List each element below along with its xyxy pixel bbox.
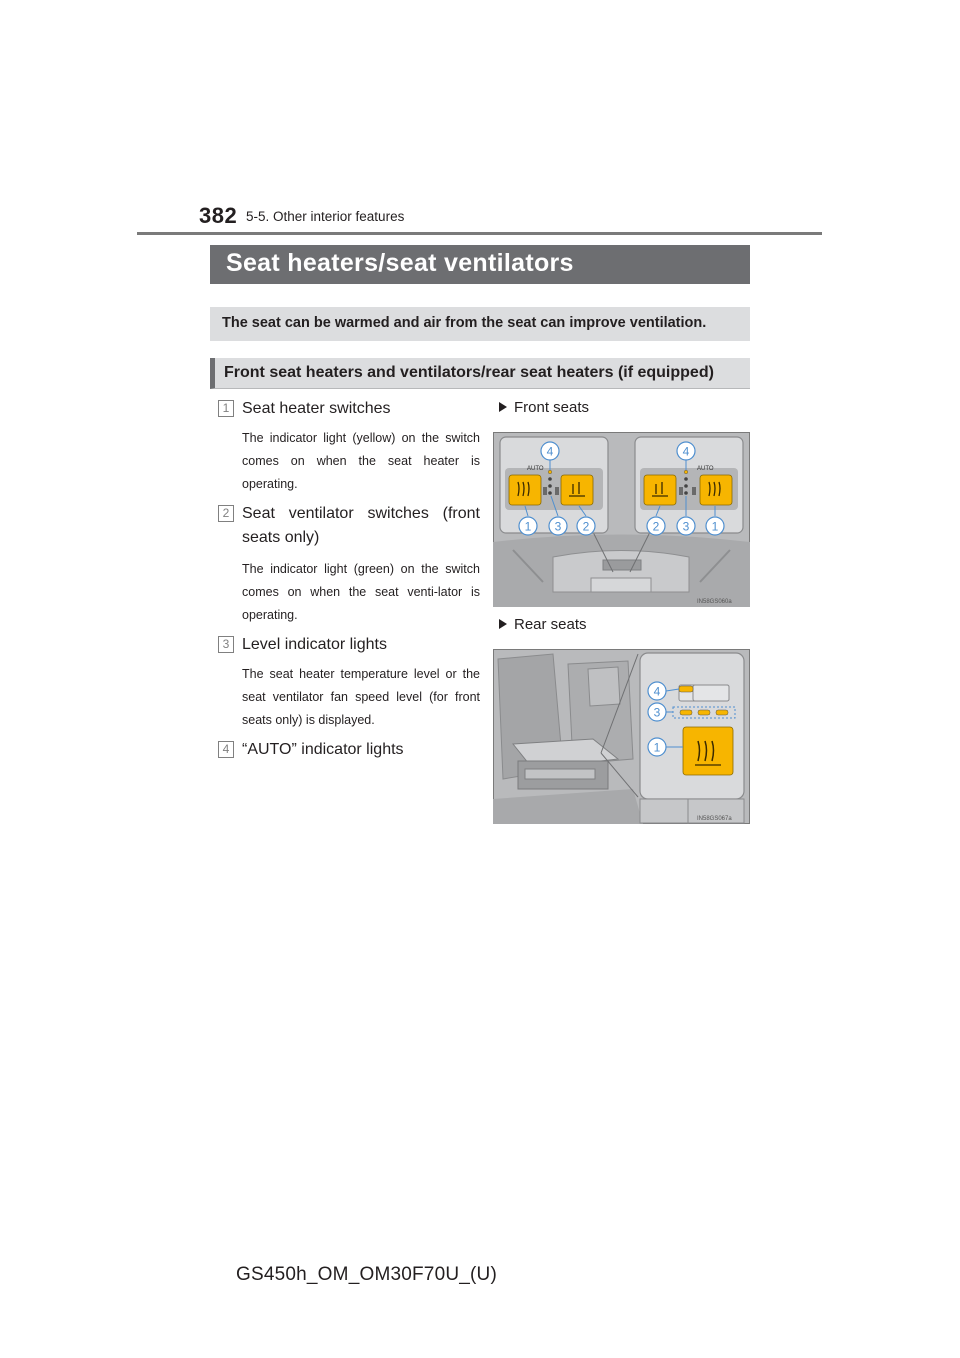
item-number-2: 2 — [218, 505, 234, 522]
front-seats-illustration — [493, 432, 750, 607]
callout-number: 2 — [582, 519, 590, 534]
callout-number: 3 — [682, 519, 690, 534]
callout-number: 4 — [682, 444, 690, 459]
rear-seats-illustration — [493, 649, 750, 824]
triangle-bullet-icon — [499, 402, 507, 412]
subheading: Front seat heaters and ventilators/rear seat heaters (if equipped) — [224, 364, 714, 381]
item-title-seat-ventilator-switches: Seat ventilator switches (front seats only) — [242, 505, 480, 546]
caption-text: Front seats — [514, 399, 590, 416]
page-number: 382 — [199, 203, 238, 228]
figure-code: IN58GS060a — [697, 599, 732, 605]
footer-document-code: GS450h_OM_OM30F70U_(U) — [236, 1264, 498, 1285]
title-band — [210, 245, 750, 284]
auto-label: AUTO — [697, 466, 714, 472]
figure-caption-front-seats — [499, 399, 589, 416]
subheading-band — [210, 358, 750, 389]
intro-text: The seat can be warmed and air from the seat can improve ventilation. — [222, 315, 707, 331]
item-description-seat-heater-switches: The indicator light (yellow) on the switch comes on when the seat heater is operating. — [242, 431, 480, 491]
intro-band — [210, 307, 750, 341]
header-divider — [137, 232, 822, 235]
triangle-bullet-icon — [499, 619, 507, 629]
item-number-4: 4 — [218, 741, 234, 758]
callout-number: 2 — [652, 519, 660, 534]
page-title: Seat heaters/seat ventilators — [226, 249, 574, 277]
callout-number: 3 — [554, 519, 562, 534]
section-breadcrumb: 5-5. Other interior features — [246, 209, 405, 224]
figure-code: IN58GS067a — [697, 816, 732, 822]
item-title-seat-heater-switches: Seat heater switches — [242, 400, 391, 417]
callout-number: 3 — [653, 705, 661, 720]
callout-number: 4 — [653, 684, 661, 699]
auto-label: AUTO — [527, 466, 544, 472]
item-description-seat-ventilator-switches: The indicator light (green) on the switch comes on when the seat venti-lator is operating. — [242, 562, 480, 622]
item-title-auto-indicator-lights: “AUTO” indicator lights — [242, 741, 404, 758]
item-description-level-indicator-lights: The seat heater temperature level or the seat ventilator fan speed level (for front seats only) is displayed. — [242, 667, 480, 727]
callout-number: 1 — [711, 519, 719, 534]
item-number-1: 1 — [218, 400, 234, 417]
figure-caption-rear-seats — [499, 616, 587, 633]
caption-text: Rear seats — [514, 616, 587, 633]
callout-number: 1 — [653, 740, 661, 755]
callout-number: 1 — [524, 519, 532, 534]
callout-number: 4 — [546, 444, 554, 459]
item-number-3: 3 — [218, 636, 234, 653]
item-title-level-indicator-lights: Level indicator lights — [242, 636, 387, 653]
